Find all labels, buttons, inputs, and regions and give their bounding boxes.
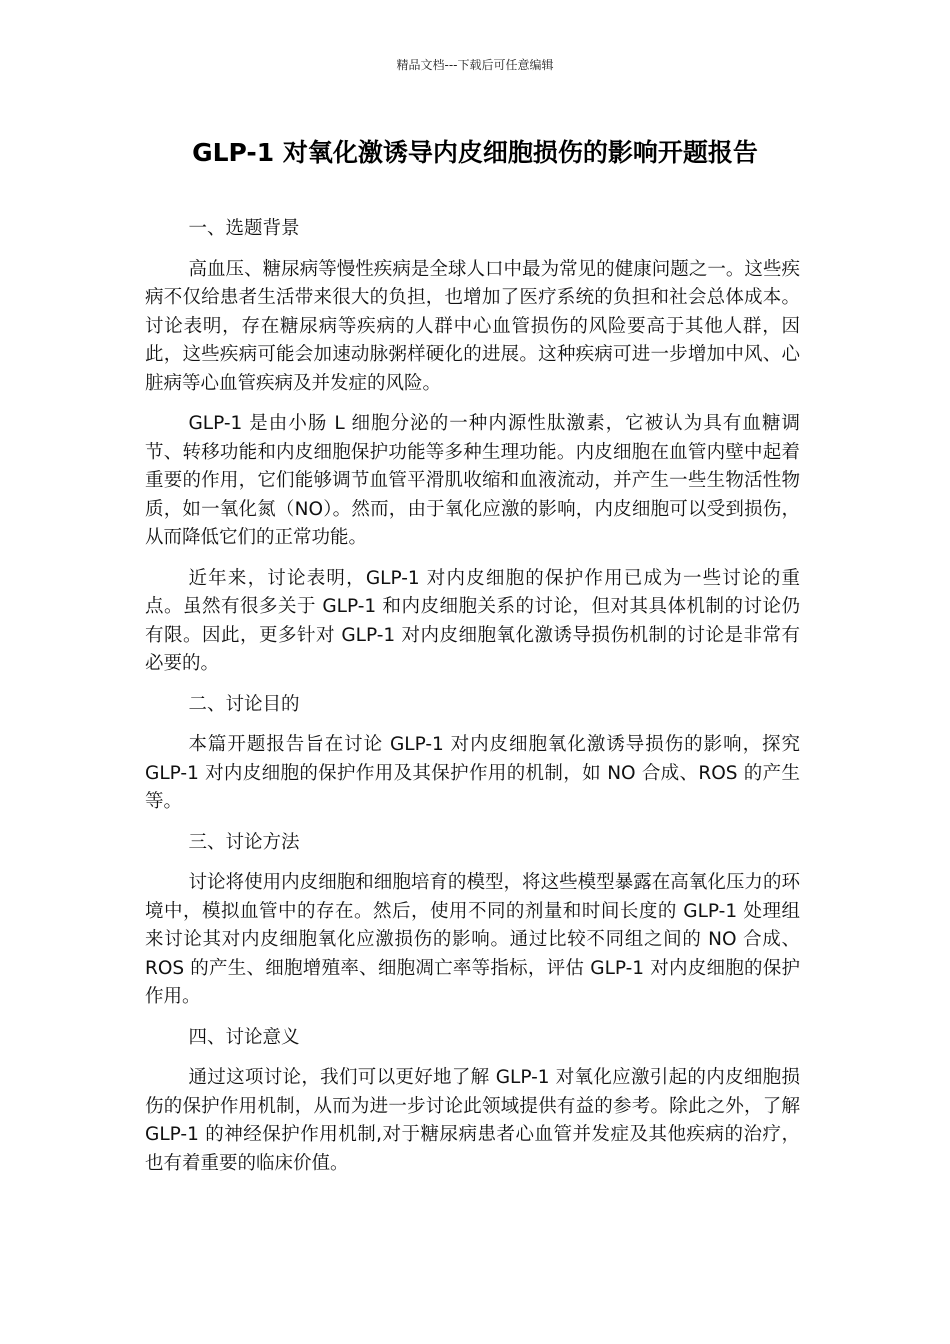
section-heading-purpose: 二、讨论目的 [188,693,300,715]
paragraph-background-3: 近年来，讨论表明，GLP-1 对内皮细胞的保护作用已成为一些讨论的重点。虽然有很多关于 GLP-1 和内皮细胞关系的讨论，但对其具体机制的讨论仍有限。因此，更多针对 GLP-1 对内皮细胞氧化激诱导损伤机制的讨论是非常有必要的。 [145,567,800,674]
header-note: 精品文档---下载后可任意编辑 [396,58,554,72]
document-title: GLP-1 对氧化激诱导内皮细胞损伤的影响开题报告 [192,138,758,167]
section-heading-significance: 四、讨论意义 [188,1026,300,1048]
section-heading-background: 一、选题背景 [188,218,300,239]
document-body [145,215,800,1190]
paragraph-methods-1: 讨论将使用内皮细胞和细胞培育的模型，将这些模型暴露在高氧化压力的环境中，模拟血管中的存在。然后，使用不同的剂量和时间长度的 GLP-1 处理组来讨论其对内皮细胞氧化应激损伤的影响。通过比较不同组之间的 NO 合成、ROS 的产生、细胞增殖率、细胞凋亡率等指标，评估 GLP-1 对内皮细胞的保护作用。 [145,872,800,1007]
paragraph-purpose-1: 本篇开题报告旨在讨论 GLP-1 对内皮细胞氧化激诱导损伤的影响，探究 GLP-1 对内皮细胞的保护作用及其保护作用的机制，如 NO 合成、ROS 的产生等。 [145,734,800,812]
paragraph-significance-1: 通过这项讨论，我们可以更好地了解 GLP-1 对氧化应激引起的内皮细胞损伤的保护作用机制，从而为进一步讨论此领域提供有益的参考。除此之外，了解 GLP-1 的神经保护作用机制,对于糖尿病患者心血管并发症及其他疾病的治疗，也有着重要的临床价值。 [145,1067,800,1174]
paragraph-background-1: 高血压、糖尿病等慢性疾病是全球人口中最为常见的健康问题之一。这些疾病不仅给患者生活带来很大的负担，也增加了医疗系统的负担和社会总体成本。讨论表明，存在糖尿病等疾病的人群中心血管损伤的风险要高于其他人群，因此，这些疾病可能会加速动脉粥样硬化的进展。这种疾病可进一步增加中风、心脏病等心血管疾病及并发症的风险。 [145,258,800,394]
section-heading-methods: 三、讨论方法 [188,831,300,853]
paragraph-background-2: GLP-1 是由小肠 L 细胞分泌的一种内源性肽激素，它被认为具有血糖调节、转移功能和内皮细胞保护功能等多种生理功能。内皮细胞在血管内壁中起着重要的作用，它们能够调节血管平滑肌收缩和血液流动，并产生一些生物活性物质，如一氧化氮（NO）。然而，由于氧化应激的影响，内皮细胞可以受到损伤，从而降低它们的正常功能。 [145,413,800,548]
